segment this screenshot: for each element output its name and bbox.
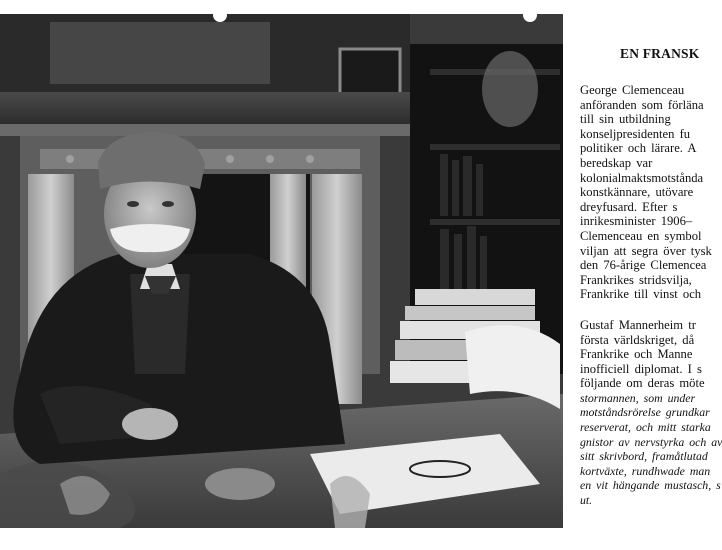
text-line: Frankrike och Manne xyxy=(580,347,693,362)
article-heading: EN FRANSK xyxy=(620,46,700,61)
text-line: till sin utbildning xyxy=(580,112,671,127)
article-paragraph-1 xyxy=(580,83,720,302)
text-line: följande om deras möte xyxy=(580,376,705,391)
text-line: politiker och lärare. A xyxy=(580,141,697,156)
text-line: George Clemenceau xyxy=(580,83,685,97)
text-line: Frankrikes stridsvilja, xyxy=(580,272,692,287)
text-line: konstkännare, utövare xyxy=(580,185,694,200)
text-line: den 76-årige Clemencea xyxy=(580,258,707,273)
text-line: dreyfusard. Efter s xyxy=(580,199,678,214)
hand xyxy=(122,408,178,440)
article-paragraph-2 xyxy=(580,318,720,508)
quote-line: motståndsrörelse grundkar xyxy=(580,405,710,420)
inkwell xyxy=(205,468,275,500)
quote-line: kortväxte, rundhwade man xyxy=(580,463,711,478)
quote-line: sitt skrivbord, framåtlutad xyxy=(580,449,708,464)
text-line: beredskap var xyxy=(580,155,653,170)
bust-sculpture xyxy=(482,51,538,127)
text-line: inofficiell diplomat. I s xyxy=(580,361,702,376)
quote-line: stormannen, som under xyxy=(580,390,696,405)
text-line: Gustaf Mannerheim tr xyxy=(580,317,696,332)
framed-picture xyxy=(340,49,400,97)
article-column xyxy=(580,46,720,524)
quote-line: ut. xyxy=(580,493,593,508)
text-line: inrikesminister 1906– xyxy=(580,214,693,229)
text-line: första världskriget, då xyxy=(580,332,695,347)
text-line: Clemenceau en symbol xyxy=(580,228,702,243)
text-line: konseljpresidenten fu xyxy=(580,126,691,141)
quote-line: en vit hängande mustasch, s xyxy=(580,478,721,493)
text-line: Frankrike till vinst och xyxy=(580,287,702,302)
quote-line: gnistor av nervstyrka och av xyxy=(580,434,722,449)
portrait-photo xyxy=(0,14,563,528)
quote-line: reserverat, och mitt starka xyxy=(580,420,711,435)
text-line: anföranden som förläna xyxy=(580,97,704,112)
text-line: viljan att segra över tysk xyxy=(580,243,712,258)
text-line: kolonialmaktsmotstånda xyxy=(580,170,704,185)
